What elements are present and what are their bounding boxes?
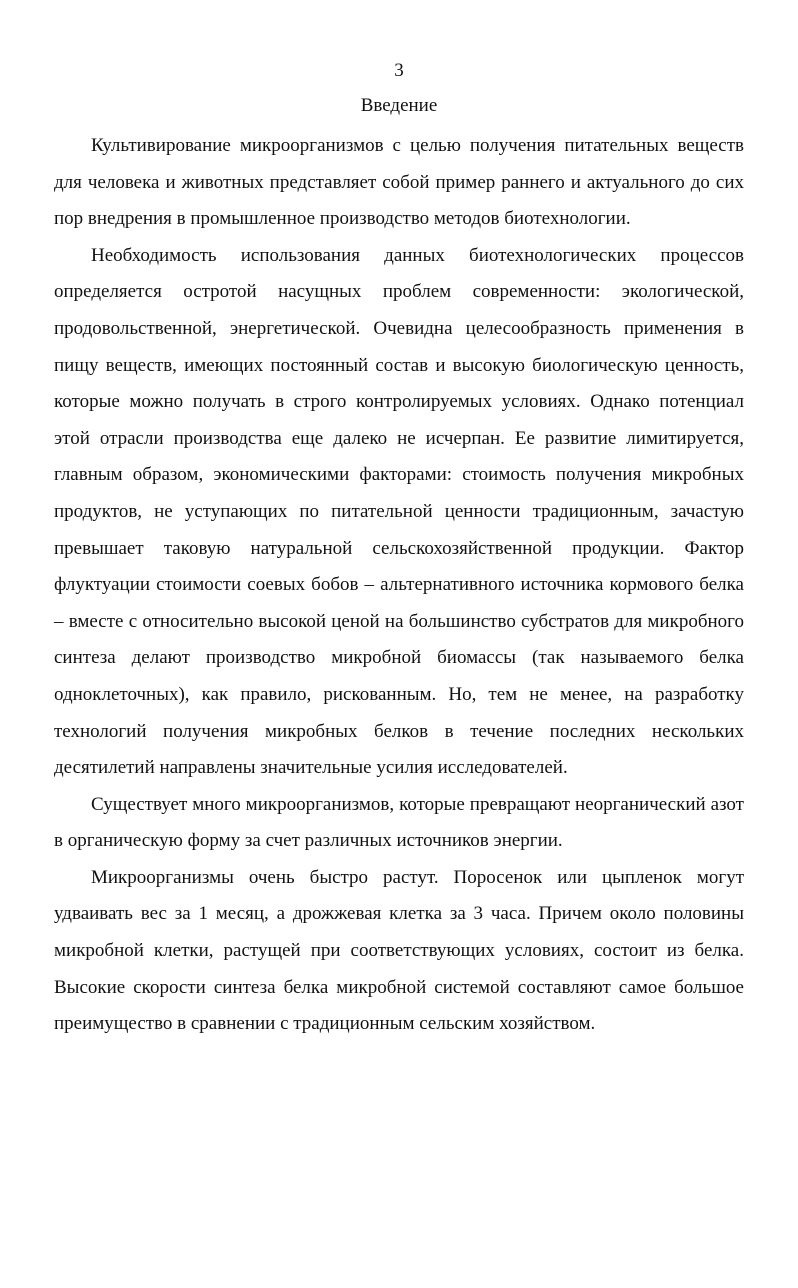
document-body xyxy=(54,128,744,1043)
page-title: Введение xyxy=(360,95,438,116)
paragraph-necessity: Необходимость использования данных биотехнологических процессов определяется остротой насущных проблем современности: экологической, продовольственной, энергетической. Очевидна целесообразность применения в пищу веществ, имеющих постоянный состав и высокую биологическую ценность, которые можно получать в строго контролируемых условиях. Однако потенциал этой отрасли производства еще далеко не исчерпан. Ее развитие лимитируется, главным образом, экономическими факторами: стоимость получения микробных продуктов, не уступающих по питательной ценности традиционным, зачастую превышает таковую натуральной сельскохозяйственной продукции. Фактор флуктуации стоимости соевых бобов – альтернативного источника кормового белка – вместе с относительно высокой ценой на большинство субстратов для микробного синтеза делают производство микробной биомассы (так называемого белка одноклеточных), как правило, рискованным. Но, тем не менее, на разработку технологий получения микробных белков в течение последних нескольких десятилетий направлены значительные усилия исследователей. xyxy=(54,244,744,779)
paragraph-intro: Культивирование микроорганизмов с целью получения питательных веществ для человека и животных представляет собой пример раннего и актуального до сих пор внедрения в промышленное производство методов биотехнологии. xyxy=(54,135,744,230)
paragraph-nitrogen: Существует много микроорганизмов, которые превращают неорганический азот в органическую форму за счет различных источников энергии. xyxy=(54,793,744,852)
paragraph-growth: Микроорганизмы очень быстро растут. Поросенок или цыпленок могут удваивать вес за 1 месяц, а дрожжевая клетка за 3 часа. Причем около половины микробной клетки, растущей при соответствующих условиях, состоит из белка. Высокие скорости синтеза белка микробной системой составляют самое большое преимущество в сравнении с традиционным сельским хозяйством. xyxy=(54,866,744,1035)
page-number: 3 xyxy=(394,60,404,81)
